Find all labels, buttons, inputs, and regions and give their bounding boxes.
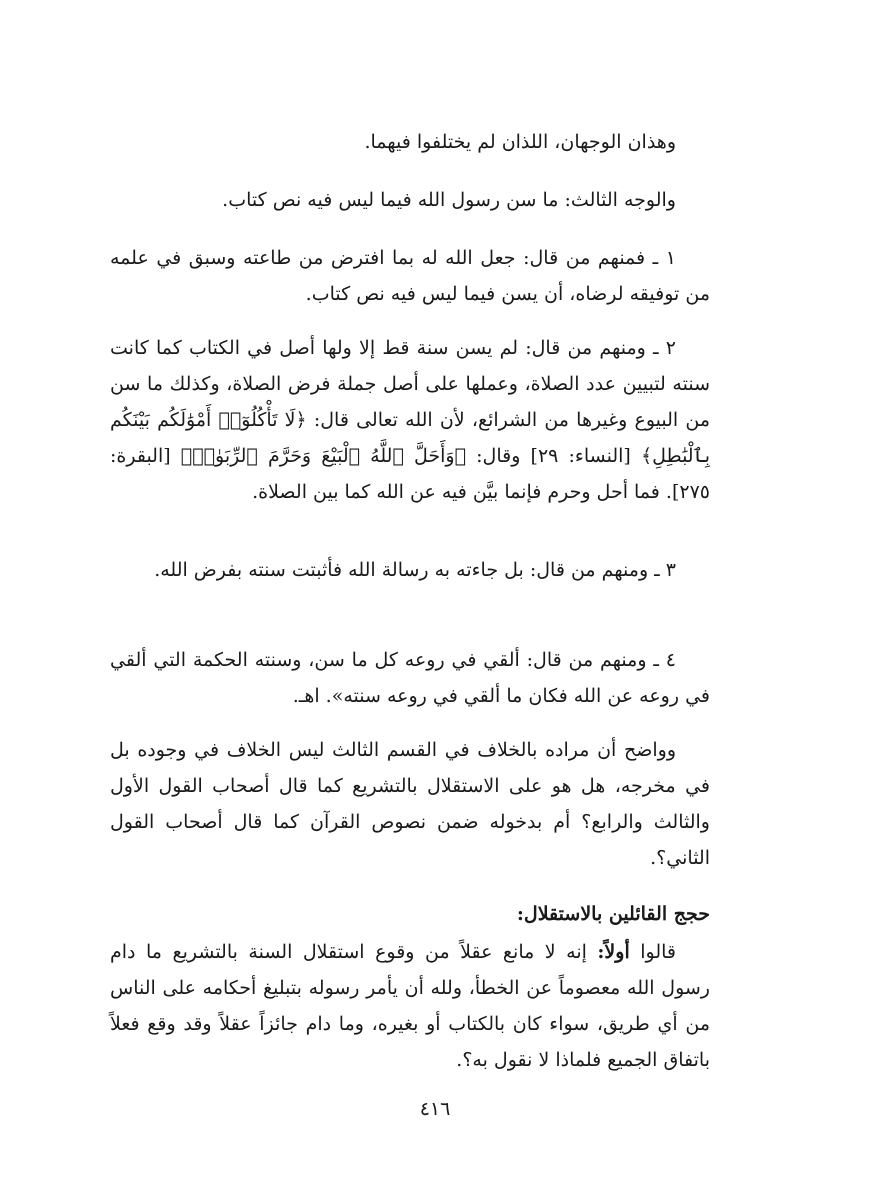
first-argument-lead: قالوا (629, 941, 676, 963)
paragraph-opinion-4: ٤ ـ ومنهم من قال: ألقي في روعه كل ما سن، وسنته الحكمة التي ألقي في روعه عن الله فكان ما ألقي في روعه سنته». اهـ. (110, 649, 710, 707)
first-argument-label: أولاً: (597, 941, 630, 963)
paragraph-opinion-3: ٣ ـ ومنهم من قال: بل جاءته به رسالة الله فأثبتت سنته بفرض الله. (154, 559, 676, 581)
page-number: ٤١٦ (419, 1098, 451, 1120)
section-heading: حجج القائلين بالاستقلال: (516, 903, 710, 925)
paragraph-clarification: وواضح أن مراده بالخلاف في القسم الثالث ليس الخلاف في وجوده بل في مخرجه، هل هو على الاستقلال بالتشريع كما قال أصحاب القول الأول والثالث والرابع؟ أم بدخوله ضمن نصوص القرآن كما قال أصحاب القول الثاني؟. (110, 739, 710, 869)
paragraph-first-argument (110, 934, 710, 1078)
first-argument-text: إنه لا مانع عقلاً من وقوع استقلال السنة بالتشريع ما دام رسول الله معصوماً عن الخطأ، ولله أن يأمر رسوله بتبليغ أحكامه على الناس من أي طريق، سواء كان بالكتاب أو بغيره، وما دام جائزاً عقلاً وقد وقع فعلاً باتفاق الجميع فلماذا لا نقول به؟. (110, 941, 710, 1071)
paragraph-third-aspect: والوجه الثالث: ما سن رسول الله فيما ليس فيه نص كتاب. (222, 189, 676, 211)
paragraph-two-aspects: وهذان الوجهان، اللذان لم يختلفوا فيهما. (364, 131, 676, 153)
paragraph-opinion-1: ١ ـ فمنهم من قال: جعل الله له بما افترض من طاعته وسبق في علمه من توفيقه لرضاه، أن يسن فيما ليس فيه نص كتاب. (110, 247, 710, 305)
paragraph-opinion-2: ٢ ـ ومنهم من قال: لم يسن سنة قط إلا ولها أصل في الكتاب كما كانت سنته لتبيين عدد الصلاة، وعملها على أصل جملة فرض الصلاة، وكذلك ما سن من البيوع وغيرها من الشرائع، لأن الله تعالى قال: ﴿لَا تَأْكُلُوٓا۟ أَمْوَٰلَكُم بَيْنَكُم بِٱلْبَٰطِلِ﴾ [النساء: ٢٩] وقال: ﴿وَأَحَلَّ ٱللَّهُ ٱلْبَيْعَ وَحَرَّمَ ٱلرِّبَوٰا۟﴾ [البقرة: ٢٧٥]. فما أحل وحرم فإنما بيَّن فيه عن الله كما بين الصلاة. (110, 337, 711, 503)
